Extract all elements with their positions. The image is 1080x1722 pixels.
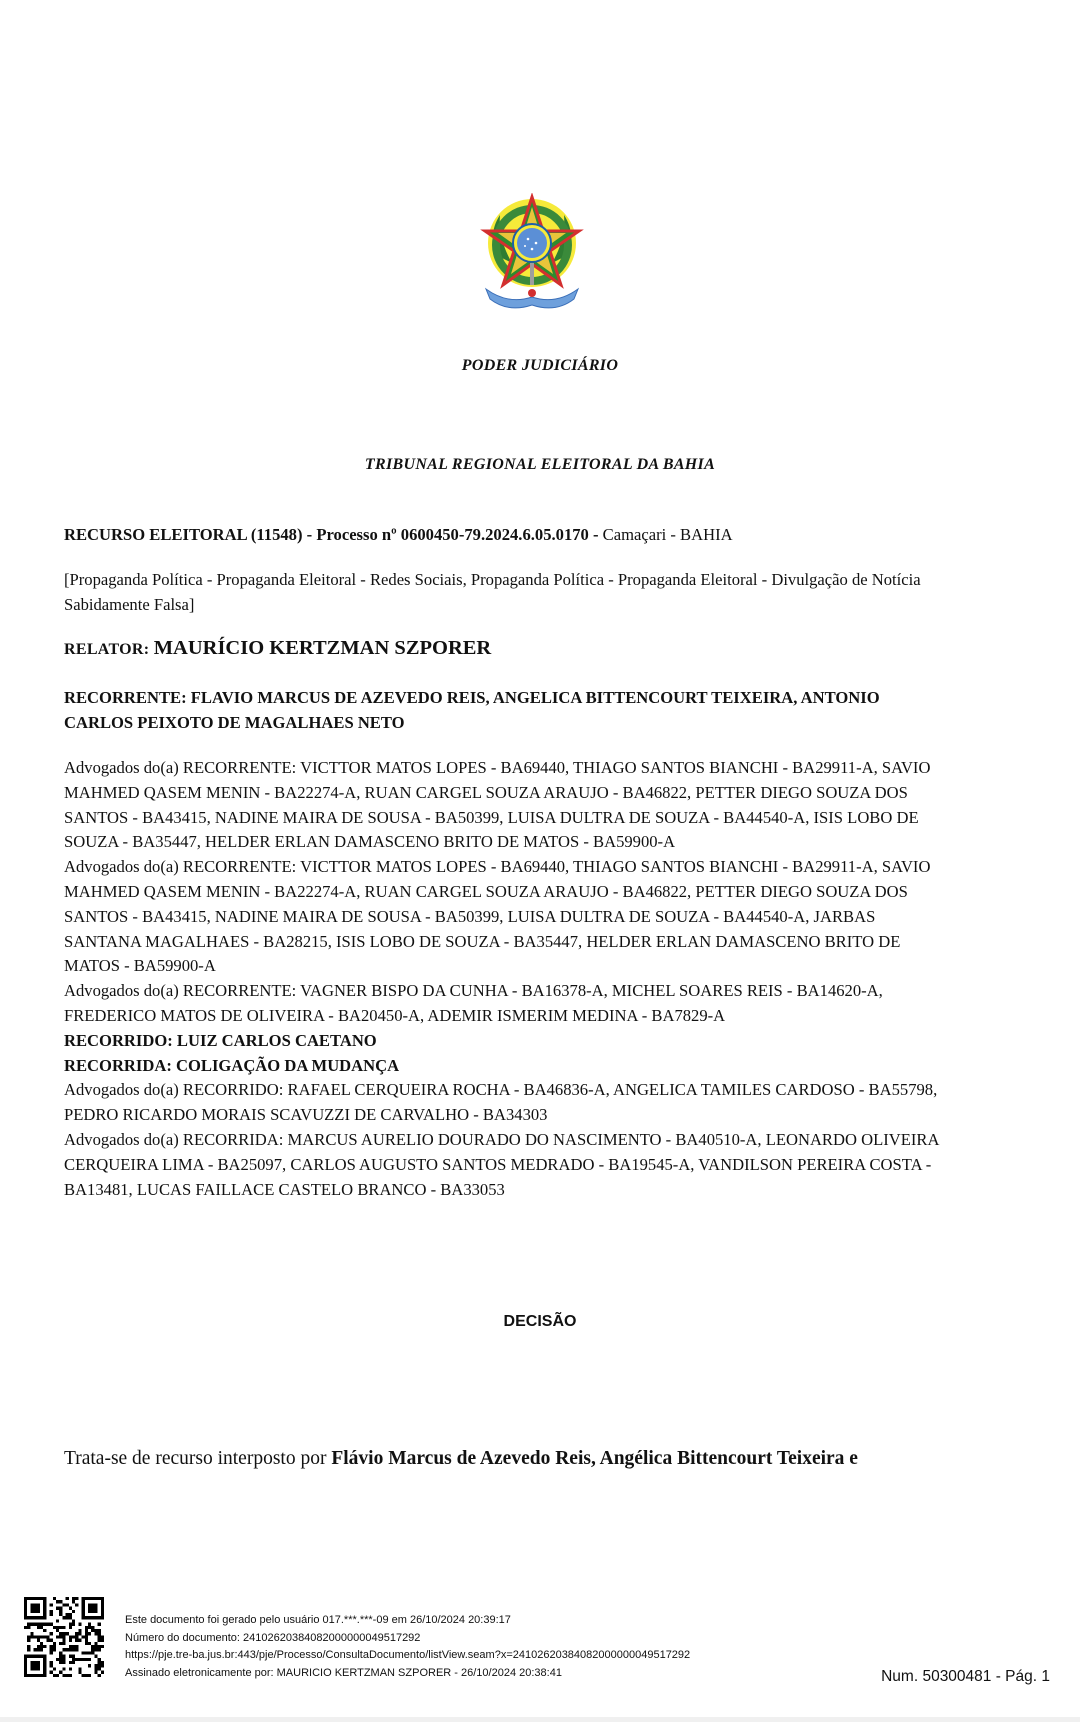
lawyers-line: SANTANA MAGALHAES - BA28215, ISIS LOBO DE SOUZA - BA35447, HELDER ERLAN DAMASCENO BRITO DE: [64, 931, 901, 951]
page-number: Num. 50300481 - Pág. 1: [881, 1668, 1050, 1685]
subject-line: [Propaganda Política - Propaganda Eleitoral - Redes Sociais, Propaganda Política - Propaganda Eleitoral - Divulgação de Notícia: [64, 570, 921, 589]
coat-of-arms-emblem: [478, 193, 586, 313]
qr-code-icon: [24, 1597, 104, 1677]
case-subject: [64, 568, 994, 618]
footer-generated-by: Este documento foi gerado pelo usuário 017.***.***-09 em 26/10/2024 20:39:17: [125, 1614, 511, 1626]
lawyers-line: SANTOS - BA43415, NADINE MAIRA DE SOUSA - BA50399, LUISA DULTRA DE SOUZA - BA44540-A, JARBAS: [64, 906, 876, 926]
coat-of-arms-icon: [478, 193, 586, 313]
lawyers-line: Advogados do(a) RECORRENTE: VICTTOR MATOS LOPES - BA69440, THIAGO SANTOS BIANCHI - BA29911-A, SAVIO: [64, 758, 931, 777]
parties-list: [64, 756, 994, 1202]
relator-label: RELATOR:: [64, 641, 154, 658]
lawyers-line: MAHMED QASEM MENIN - BA22274-A, RUAN CARGEL SOUZA ARAUJO - BA46822, PETTER DIEGO SOUZA DOS: [64, 782, 908, 802]
subject-line: Sabidamente Falsa]: [64, 594, 195, 614]
relator-name: MAURÍCIO KERTZMAN SZPORER: [153, 637, 492, 659]
lawyers-line: SANTOS - BA43415, NADINE MAIRA DE SOUSA - BA50399, LUISA DULTRA DE SOUZA - BA44540-A, ISIS LOBO DE: [64, 807, 919, 827]
recorrente-line: CARLOS PEIXOTO DE MAGALHAES NETO: [64, 712, 405, 732]
recorrente-line: RECORRENTE: FLAVIO MARCUS DE AZEVEDO REIS, ANGELICA BITTENCOURT TEIXEIRA, ANTONIO: [64, 688, 880, 707]
lawyers-line: CERQUEIRA LIMA - BA25097, CARLOS AUGUSTO SANTOS MEDRADO - BA19545-A, VANDILSON PEREIRA COSTA -: [64, 1154, 932, 1174]
party-name-line: RECORRIDA: COLIGAÇÃO DA MUDANÇA: [64, 1055, 400, 1075]
page-bottom-band: [0, 1717, 1080, 1722]
lawyers-line: Advogados do(a) RECORRIDO: RAFAEL CERQUEIRA ROCHA - BA46836-A, ANGELICA TAMILES CARDOSO - BA55798,: [64, 1080, 938, 1100]
lawyers-line: PEDRO RICARDO MORAIS SCAVUZZI DE CARVALHO - BA34303: [64, 1105, 548, 1125]
relator: [64, 636, 994, 663]
org-name-judiciary: PODER JUDICIÁRIO: [461, 357, 619, 374]
footer-document-link[interactable]: https://pje.tre-ba.jus.br:443/pje/Processo/ConsultaDocumento/listView.seam?x=24102620384082000000049517292: [125, 1649, 691, 1662]
decision-paragraph: [64, 1448, 858, 1470]
paragraph-text: Trata-se de recurso interposto por: [64, 1448, 332, 1469]
lawyers-line: SOUZA - BA35447, HELDER ERLAN DAMASCENO BRITO DE MATOS - BA59900-A: [64, 832, 676, 852]
lawyers-line: Advogados do(a) RECORRIDA: MARCUS AURELIO DOURADO DO NASCIMENTO - BA40510-A, LEONARDO OLIVEIRA: [64, 1129, 940, 1149]
footer-signed-by: Assinado eletronicamente por: MAURICIO KERTZMAN SZPORER - 26/10/2024 20:38:41: [125, 1666, 562, 1679]
party-name-line: RECORRIDO: LUIZ CARLOS CAETANO: [64, 1030, 377, 1050]
footer-document-number: Número do documento: 24102620384082000000049517292: [125, 1631, 421, 1644]
lawyers-line: FREDERICO MATOS DE OLIVEIRA - BA20450-A, ADEMIR ISMERIM MEDINA - BA7829-A: [64, 1005, 726, 1025]
case-number: RECURSO ELEITORAL (11548) - Processo nº 0600450-79.2024.6.05.0170 -: [64, 525, 599, 544]
lawyers-line: Advogados do(a) RECORRENTE: VICTTOR MATOS LOPES - BA69440, THIAGO SANTOS BIANCHI - BA29911-A, SAVIO: [64, 857, 931, 877]
lawyers-line: MAHMED QASEM MENIN - BA22274-A, RUAN CARGEL SOUZA ARAUJO - BA46822, PETTER DIEGO SOUZA DOS: [64, 881, 908, 901]
lawyers-line: MATOS - BA59900-A: [64, 956, 216, 976]
case-title: [64, 523, 994, 548]
lawyers-line: Advogados do(a) RECORRENTE: VAGNER BISPO DA CUNHA - BA16378-A, MICHEL SOARES REIS - BA14620-A,: [64, 981, 883, 1001]
case-location: Camaçari - BAHIA: [598, 525, 733, 544]
footer-info: [125, 1612, 690, 1682]
recorrente-block: [64, 686, 994, 736]
decision-heading: DECISÃO: [503, 1313, 577, 1330]
org-name-tribunal: TRIBUNAL REGIONAL ELEITORAL DA BAHIA: [364, 456, 716, 473]
lawyers-line: BA13481, LUCAS FAILLACE CASTELO BRANCO - BA33053: [64, 1179, 505, 1199]
paragraph-bold-text: Flávio Marcus de Azevedo Reis, Angélica Bittencourt Teixeira e: [331, 1448, 858, 1469]
